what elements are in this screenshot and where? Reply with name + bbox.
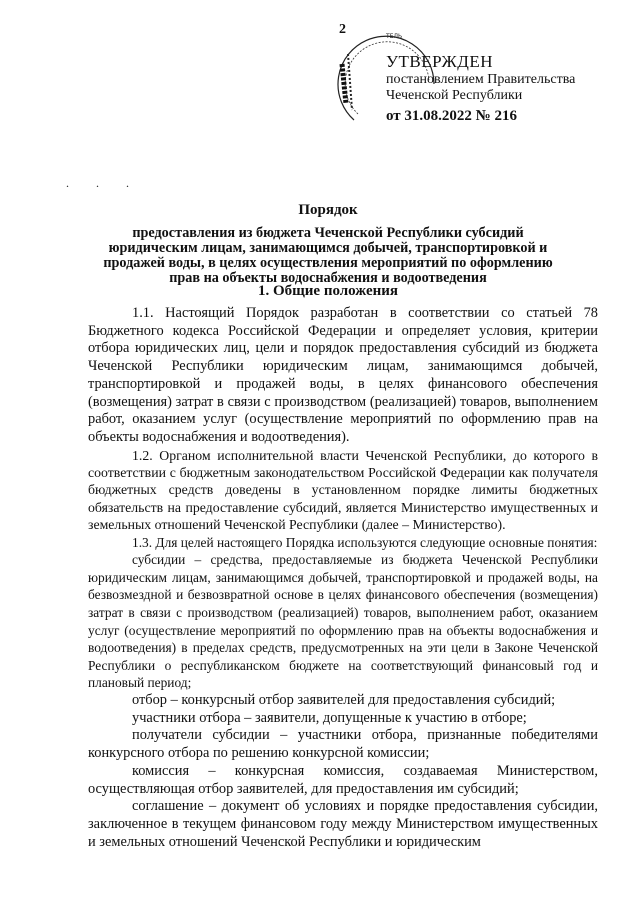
definition-komissiya: комиссия – конкурсная комиссия, создаваемая Министерством, осуществляющая отбор заявителей, для предоставления им субсидий; <box>88 762 598 797</box>
approval-heading: УТВЕРЖДЕН <box>386 52 493 71</box>
approval-line-decree: постановлением Правительства <box>386 72 576 87</box>
page-number: 2 <box>339 22 346 37</box>
paragraph-1-2: 1.2. Органом исполнительной власти Чеченской Республики, до которого в соответствии с бюджетным законодательством Российской Федерации как получателя бюджетных средств доведены в установленном порядке лимиты бюджетных обязательств на предоставление субсидий, является Министерство имущественных и земельных отношений Чеченской Республики (далее – Министерство). <box>88 447 598 533</box>
definition-soglashenie: соглашение – документ об условиях и порядке предоставления субсидии, заключенное в текущем финансовом году между Министерством имущественных и земельных отношений Чеченской Республики и юридическим <box>88 798 598 850</box>
title-subtitle: предоставления из бюджета Чеченской Республики субсидий юридическим лицам, занимающимся добычей, транспортировкой и продажей воды, в целях осуществления мероприятий по оформлению прав на объекты водоснабжения и водоотведения <box>103 225 553 286</box>
definition-otbor: отбор – конкурсный отбор заявителей для предоставления субсидий; <box>132 692 556 708</box>
margin-marks: . . . <box>66 176 141 190</box>
approval-date-number: от 31.08.2022 № 216 <box>386 108 517 124</box>
definition-uchastniki: участники отбора – заявители, допущенные к участию в отборе; <box>132 709 527 726</box>
definition-poluchateli: получатели субсидии – участники отбора, признанные победителями конкурсного отбора по решению конкурсной комиссии; <box>88 727 598 762</box>
approval-line-republic: Чеченской Республики <box>386 88 523 103</box>
approval-stamp <box>386 52 626 126</box>
document-body <box>88 305 598 851</box>
svg-text:ТЕЛЬ: ТЕЛЬ <box>386 33 403 40</box>
title-main: Порядок <box>298 202 358 218</box>
paragraph-1-1: 1.1. Настоящий Порядок разработан в соответствии со статьей 78 Бюджетного кодекса Российской Федерации и определяет условия, критерии отбора юридических лиц, цели и порядок предоставления субсидий из бюджета Чеченской Республики юридическим лицам, занимающимся добычей, транспортировкой и продажей воды, в целях финансового обеспечения (возмещения) затрат в связи с производством (реализацией) товаров, выполнением работ, оказанием услуг (осуществление мероприятий по оформлению прав на объекты водоснабжения и водоотведения). <box>88 305 598 445</box>
paragraph-1-3: 1.3. Для целей настоящего Порядка используются следующие основные понятия: <box>132 534 598 550</box>
section-heading: 1. Общие положения <box>257 283 399 299</box>
document-title <box>88 202 568 286</box>
definition-subsidies: субсидии – средства, предоставляемые из бюджета Чеченской Республики юридическим лицам, занимающимся добычей, транспортировкой и продажей воды, на безвозмездной и безвозвратной основе в целях финансового обеспечения (возмещения) затрат в связи с производством (реализацией) товаров, выполнением работ, оказанием услуг (осуществление мероприятий по оформлению прав на объекты водоснабжения и водоотведения) в пределах средств, предусмотренных на эти цели в Законе Чеченской Республики о республиканском бюджете на соответствующий финансовый год и плановый период; <box>88 552 598 691</box>
